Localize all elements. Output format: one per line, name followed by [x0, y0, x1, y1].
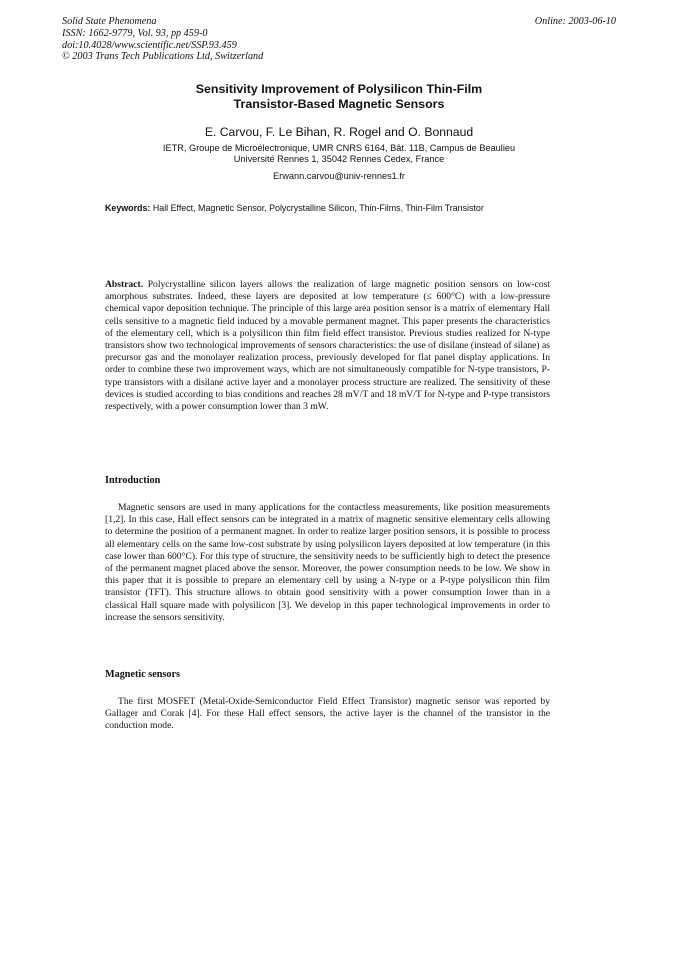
keywords-text: Hall Effect, Magnetic Sensor, Polycrystalline Silicon, Thin-Films, Thin-Film Transistor: [152, 203, 484, 213]
doi-line: doi:10.4028/www.scientific.net/SSP.93.459: [62, 39, 237, 51]
affiliation-line-1: IETR, Groupe de Microélectronique, UMR CNRS 6164, Bât. 11B, Campus de Beaulieu: [162, 143, 516, 153]
paper-title-line-2: Transistor-Based Magnetic Sensors: [233, 96, 445, 111]
magnetic-sensors-paragraph: The first MOSFET (Metal-Oxide-Semiconductor Field Effect Transistor) magnetic sensor was reported by Gallager and Corak [4]. For these Hall effect sensors, the active layer is the channel of the transistor in the conduction mode.: [105, 696, 550, 732]
author-email: Erwann.carvou@univ-rennes1.fr: [273, 171, 405, 181]
abstract: [105, 279, 550, 413]
journal-name: Solid State Phenomena: [62, 16, 157, 27]
abstract-label: Abstract.: [105, 279, 144, 290]
copyright-line: © 2003 Trans Tech Publications Ltd, Switzerland: [62, 51, 264, 63]
author-list: E. Carvou, F. Le Bihan, R. Rogel and O. Bonnaud: [204, 125, 474, 139]
online-date: Online: 2003-06-10: [534, 16, 616, 27]
affiliation-line-2: Université Rennes 1, 35042 Rennes Cedex, France: [233, 154, 445, 165]
keywords: [105, 203, 585, 214]
paper-title: [0, 82, 678, 111]
keywords-label: Keywords:: [105, 203, 151, 213]
affiliation: [0, 143, 678, 166]
abstract-text: Polycrystalline silicon layers allows the realization of large magnetic position sensors on low-cost amorphous substrates. Indeed, these layers are deposited at low temperature (≤ 600°C) with a low-pressure chemical vapor deposition technique. The principle of this large area position sensor is a matrix of elementary Hall cells sensitive to a magnetic field induced by a movable permanent magnet. This paper presents the characteristics of the elementary cell, which is a polysilicon thin film field effect transistor. Previous studies realized for N-type transistors show two technological improvements of sensors characteristics: the use of disilane (instead of silane) as precursor gas and the monolayer realization process, previously developed for flat panel display applications. In order to combine these two improvement ways, which are not simultaneously compatible for N-type transistors, P-type transistors with a disilane active layer and a monolayer process structure are realized. The sensitivity of these devices is studied according to bias conditions and reaches 28 mV/T and 18 mV/T for N-type and P-type transistors respectively, with a power consumption lower than 3 mW.: [105, 279, 550, 413]
section-heading-introduction: Introduction: [105, 475, 161, 486]
section-heading-magnetic-sensors: Magnetic sensors: [105, 669, 180, 680]
paper-title-line-1: Sensitivity Improvement of Polysilicon Thin-Film: [195, 82, 483, 96]
introduction-paragraph: Magnetic sensors are used in many applications for the contactless measurements, like position measurements [1,2]. In this case, Hall effect sensors can be integrated in a matrix of magnetic sensitive elementary cells allowing to determine the position of a permanent magnet. In order to realize larger position sensors, it is possible to process all elementary cells on the same low-cost substrate by using polysilicon layers deposited at low temperature (in this case lower than 600°C). For this type of structure, the sensitivity needs to be sufficiently high to detect the presence of the permanent magnet placed above the sensor. Moreover, the power consumption needs to be low. We show in this paper that it is possible to prepare an elementary cell by using a N-type or a P-type polysilicon thin film transistor (TFT). This structure allows to obtain good sensitivity with a power consumption lower than in a classical Hall square made with polysilicon [3]. We develop in this paper technological improvements in order to increase the sensors sensitivity.: [105, 502, 550, 623]
issn-line: ISSN: 1662-9779, Vol. 93, pp 459-0: [62, 27, 208, 39]
journal-header: [62, 16, 263, 63]
